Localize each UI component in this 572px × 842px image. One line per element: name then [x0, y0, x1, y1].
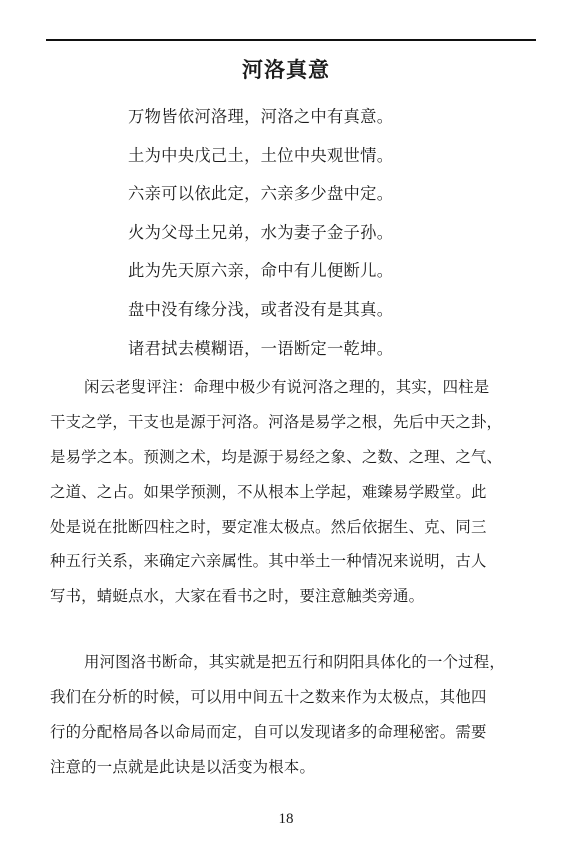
header-rule	[46, 39, 536, 41]
verse-line: 土为中央戊己土，土位中央观世情。	[128, 145, 394, 165]
paragraph-line: 我们在分析的时候，可以用中间五十之数来作为太极点，其他四	[50, 687, 487, 706]
verse-block	[128, 98, 458, 368]
paragraph-line: 闲云老叟评注：命理中极少有说河洛之理的，其实，四柱是	[84, 378, 490, 396]
verse-line: 诸君拭去模糊语，一语断定一乾坤。	[128, 338, 394, 358]
verse-line: 万物皆依河洛理，河洛之中有真意。	[128, 107, 394, 126]
paragraph-line: 用河图洛书断命，其实就是把五行和阴阳具体化的一个过程，	[84, 653, 505, 671]
paragraph-line: 是易学之本。预测之术，均是源于易经之象、之数、之理、之气、	[50, 447, 503, 466]
paragraph-line: 注意的一点就是此诀是以活变为根本。	[50, 757, 316, 776]
verse-line: 此为先天原六亲，命中有儿便断儿。	[128, 261, 394, 281]
commentary-paragraph	[50, 370, 534, 614]
paragraph-line: 行的分配格局各以命局而定，自可以发现诸多的命理秘密。需要	[50, 722, 487, 741]
verse-line: 盘中没有缘分浅，或者没有是其真。	[128, 299, 394, 319]
paragraph-line: 处是说在批断四柱之时，要定准太极点。然后依据生、克、同三	[50, 517, 487, 536]
body-paragraph	[50, 645, 534, 785]
paragraph-line: 种五行关系，来确定六亲属性。其中举土一种情况来说明，古人	[50, 552, 487, 571]
page-number: 18	[278, 811, 294, 827]
page-title: 河洛真意	[242, 58, 330, 82]
paragraph-line: 写书，蜻蜓点水，大家在看书之时，要注意触类旁通。	[50, 587, 425, 606]
verse-line: 火为父母土兄弟，水为妻子金子孙。	[128, 222, 394, 242]
verse-line: 六亲可以依此定，六亲多少盘中定。	[128, 184, 394, 204]
paragraph-line: 之道、之占。如果学预测，不从根本上学起，难臻易学殿堂。此	[50, 482, 487, 501]
paragraph-line: 干支之学，干支也是源于河洛。河洛是易学之根，先后中天之卦，	[50, 412, 503, 431]
